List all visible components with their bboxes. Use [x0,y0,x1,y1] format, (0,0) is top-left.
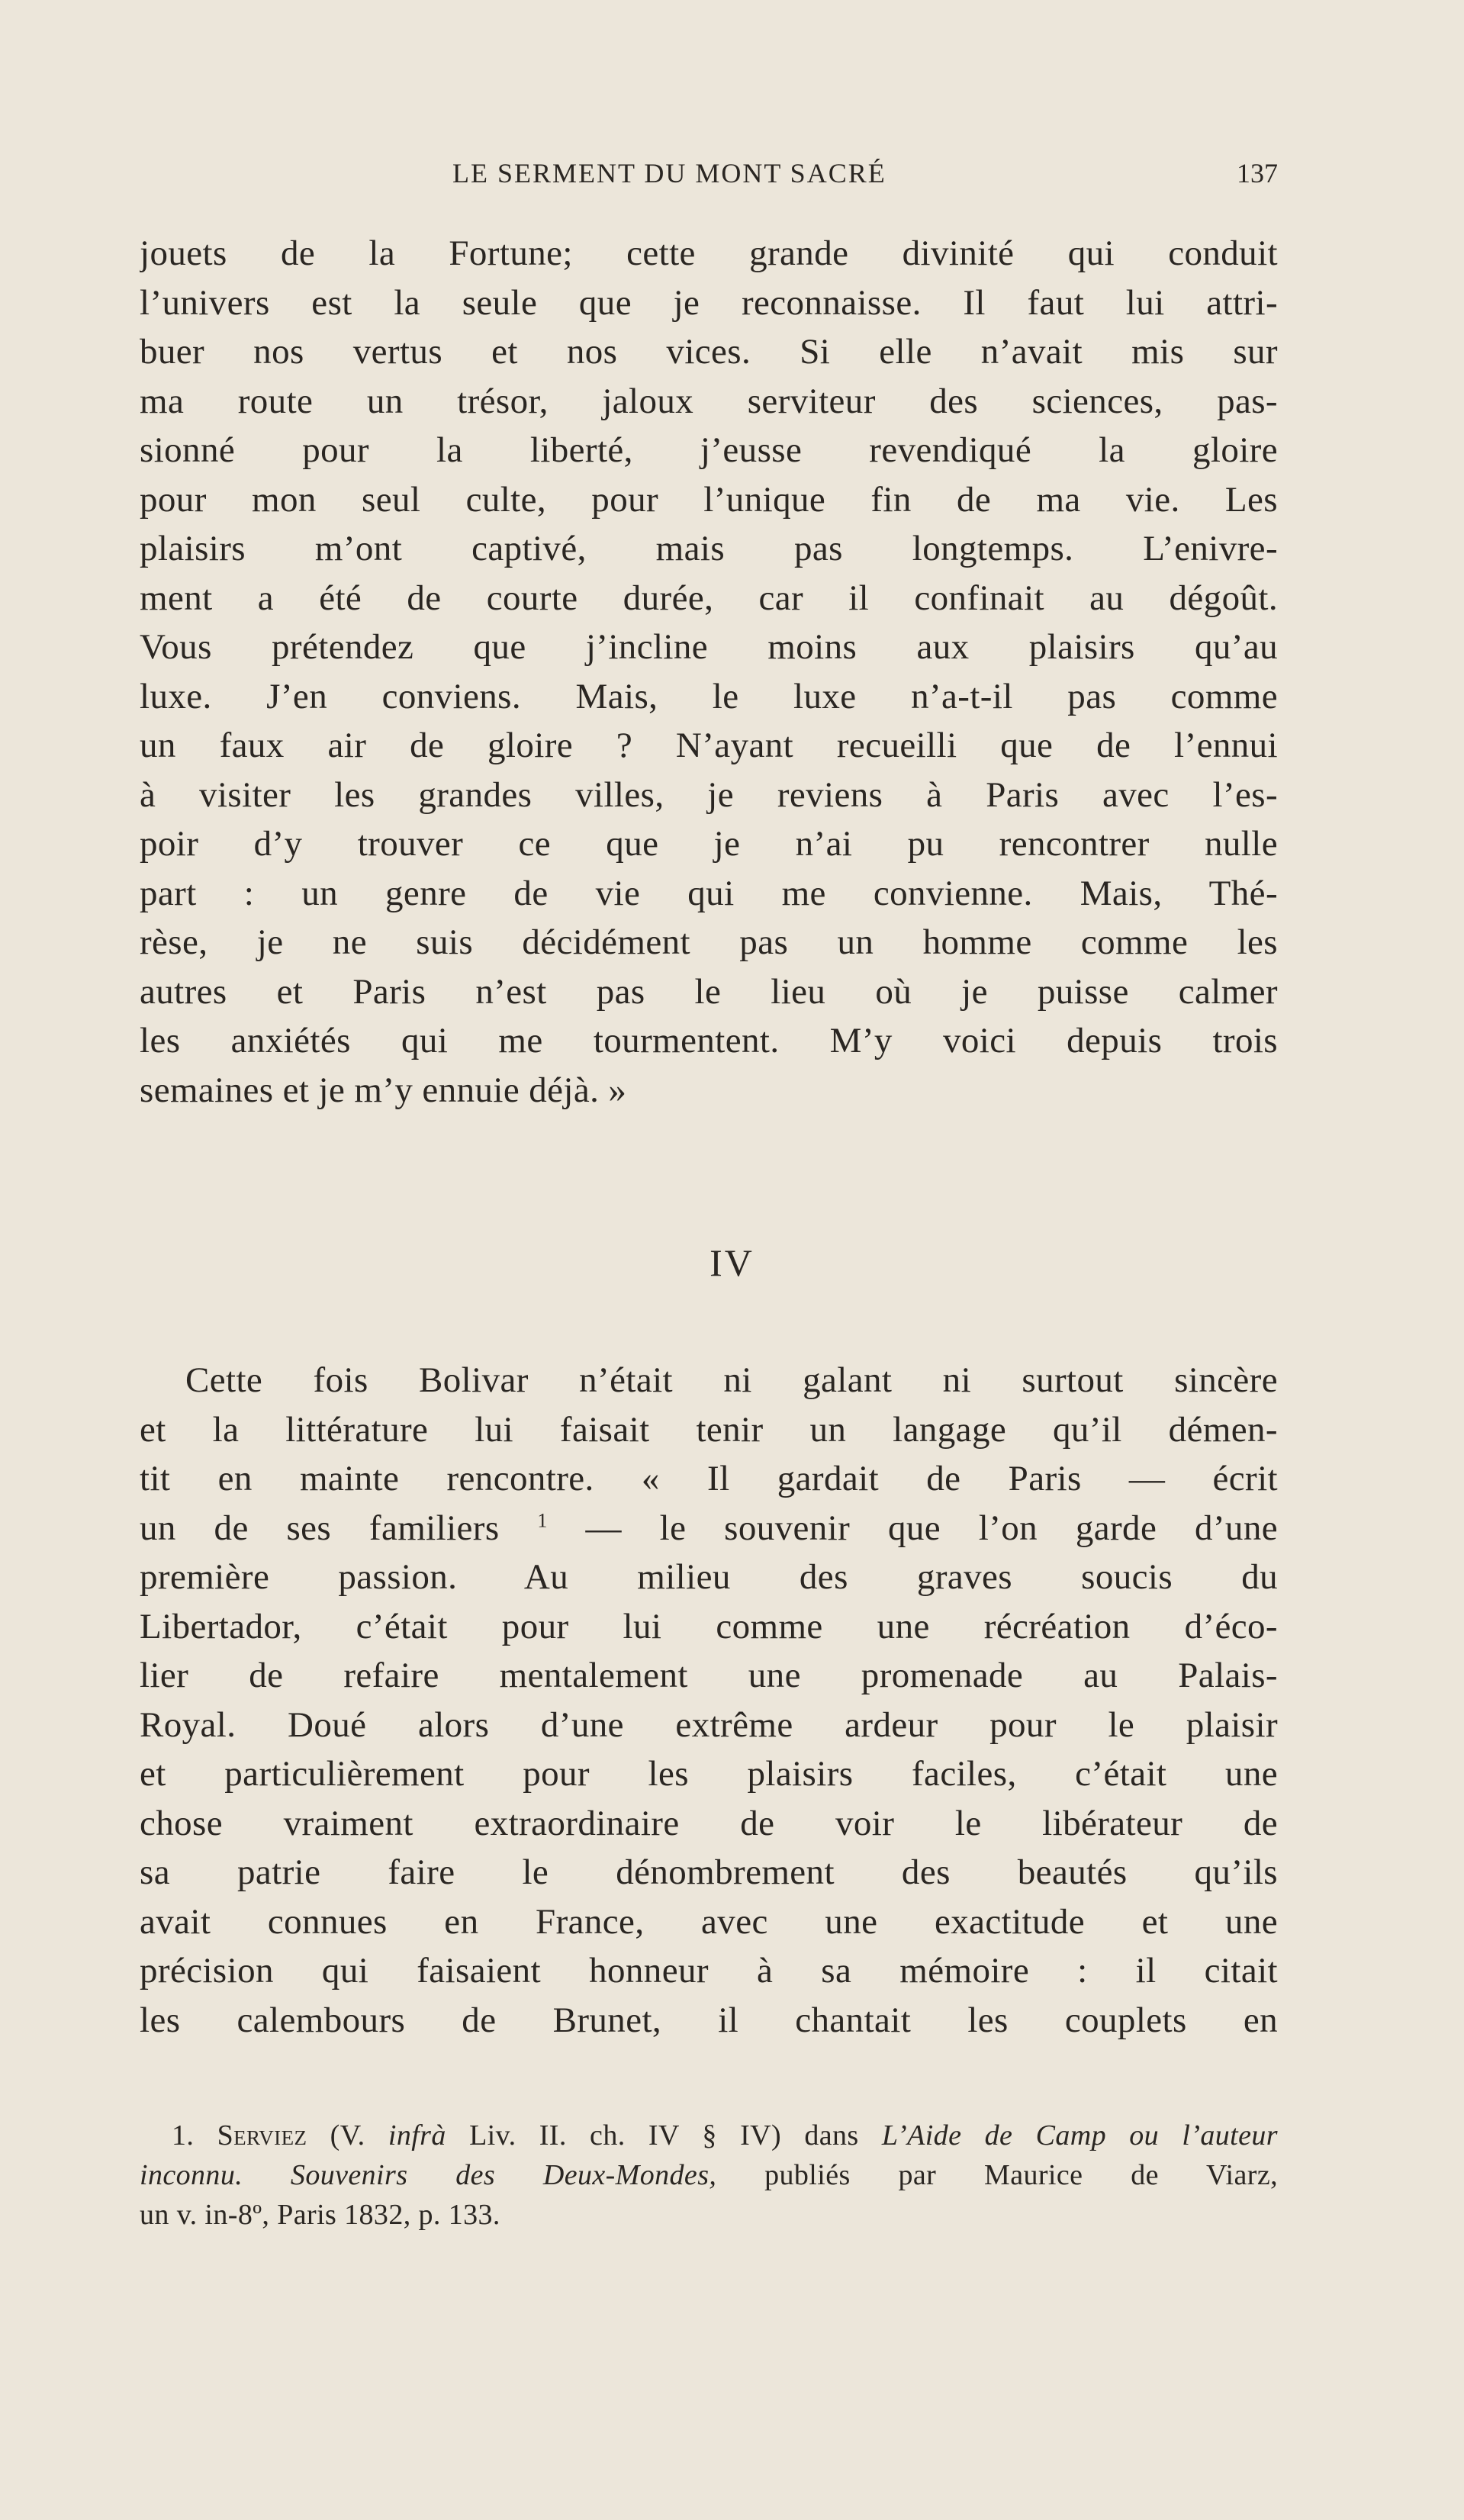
text-line: Vous prétendez que j’incline moins aux plaisirs qu’au [140,627,1278,667]
text-line: buer nos vertus et nos vices. Si elle n’avait mis sur [140,332,1278,372]
page-header [140,157,1278,203]
footnote-marker: 1 [537,1508,548,1531]
text-line: plaisirs m’ont captivé, mais pas longtemps. L’enivre- [140,529,1278,568]
section-paragraph [140,1356,1278,2045]
text-line: luxe. J’en conviens. Mais, le luxe n’a-t-il pas comme [140,676,1278,716]
text-line: les calembours de Brunet, il chantait les couplets en [140,2000,1278,2040]
text-line: précision qui faisaient honneur à sa mémoire : il citait [140,1951,1278,1991]
footnote-infra: infrà [388,2119,446,2151]
text-line: avait connues en France, avec une exactitude et une [140,1901,1278,1942]
text-line: ma route un trésor, jaloux serviteur des sciences, pas- [140,381,1278,421]
text-line: Cette fois Bolivar n’était ni galant ni surtout sincère [185,1360,1278,1400]
text-line: autres et Paris n’est pas le lieu où je puisse calmer [140,971,1278,1012]
footnote-ref: (V. [330,2119,365,2151]
text-line: poir d’y trouver ce que je n’ai pu rencontrer nulle [140,824,1278,864]
text-line: et particulièrement pour les plaisirs faciles, c’était une [140,1754,1278,1794]
text-line: un faux air de gloire ? N’ayant recueilli que de l’ennui [140,726,1278,765]
section-number: IV [709,1241,755,1284]
text-line: sa patrie faire le dénombrement des beautés qu’ils [140,1852,1278,1892]
footnote-number: 1. [172,2119,195,2151]
text-line: les anxiétés qui me tourmentent. M’y voici depuis trois [140,1021,1278,1060]
text-line: et la littérature lui faisait tenir un langage qu’il démen- [140,1409,1278,1450]
text-line: Libertador, c’était pour lui comme une récréation d’éco- [140,1606,1278,1646]
footnote [140,2116,1278,2235]
text-line: ment a été de courte durée, car il confinait au dégoût. [140,578,1278,618]
footnote-line [140,2155,1278,2195]
text-line: pour mon seul culte, pour l’unique fin de ma vie. Les [140,479,1278,520]
text-line: part : un genre de vie qui me convienne. Mais, Thé- [140,873,1278,913]
text-line: lier de refaire mentalement une promenade au Palais- [140,1656,1278,1695]
text-line: jouets de la Fortune; cette grande divinité qui conduit [140,233,1278,273]
text-line: à visiter les grandes villes, je reviens à Paris avec l’es- [140,774,1278,815]
footnote-title-cont: inconnu. Souvenirs des Deux-Mondes, [140,2159,717,2191]
text-line-last: semaines et je m’y ennuie déjà. » [140,1070,627,1110]
text-fragment: un de ses familiers [140,1508,500,1548]
text-line: chose vraiment extraordinaire de voir le libérateur de [140,1803,1278,1843]
running-title: LE SERMENT DU MONT SACRÉ [452,158,886,188]
text-line: première passion. Au milieu des graves soucis du [140,1557,1278,1597]
footnote-line: un v. in-8º, Paris 1832, p. 133. [140,2199,500,2231]
text-line: sionné pour la liberté, j’eusse revendiqué la gloire [140,430,1278,470]
text-line-with-note [140,1504,1278,1553]
footnote-publisher: publiés par Maurice de Viarz, [764,2159,1278,2191]
footnote-line [140,2116,1278,2155]
body-paragraph [140,229,1278,1115]
text-fragment: — le souvenir que l’on garde d’une [547,1508,1278,1548]
page-number: 137 [1237,158,1278,188]
footnote-title: L’Aide de Camp ou l’auteur [881,2119,1278,2151]
text-line: rèse, je ne suis décidément pas un homme comme les [140,922,1278,962]
text-line: l’univers est la seule que je reconnaisse. Il faut lui attri- [140,282,1278,323]
footnote-ref-mid: Liv. II. ch. IV § IV) dans [469,2119,859,2151]
text-line: tit en mainte rencontre. « Il gardait de Paris — écrit [140,1459,1278,1498]
text-line: Royal. Doué alors d’une extrême ardeur pour le plaisir [140,1704,1278,1745]
footnote-author: Serviez [217,2119,307,2151]
